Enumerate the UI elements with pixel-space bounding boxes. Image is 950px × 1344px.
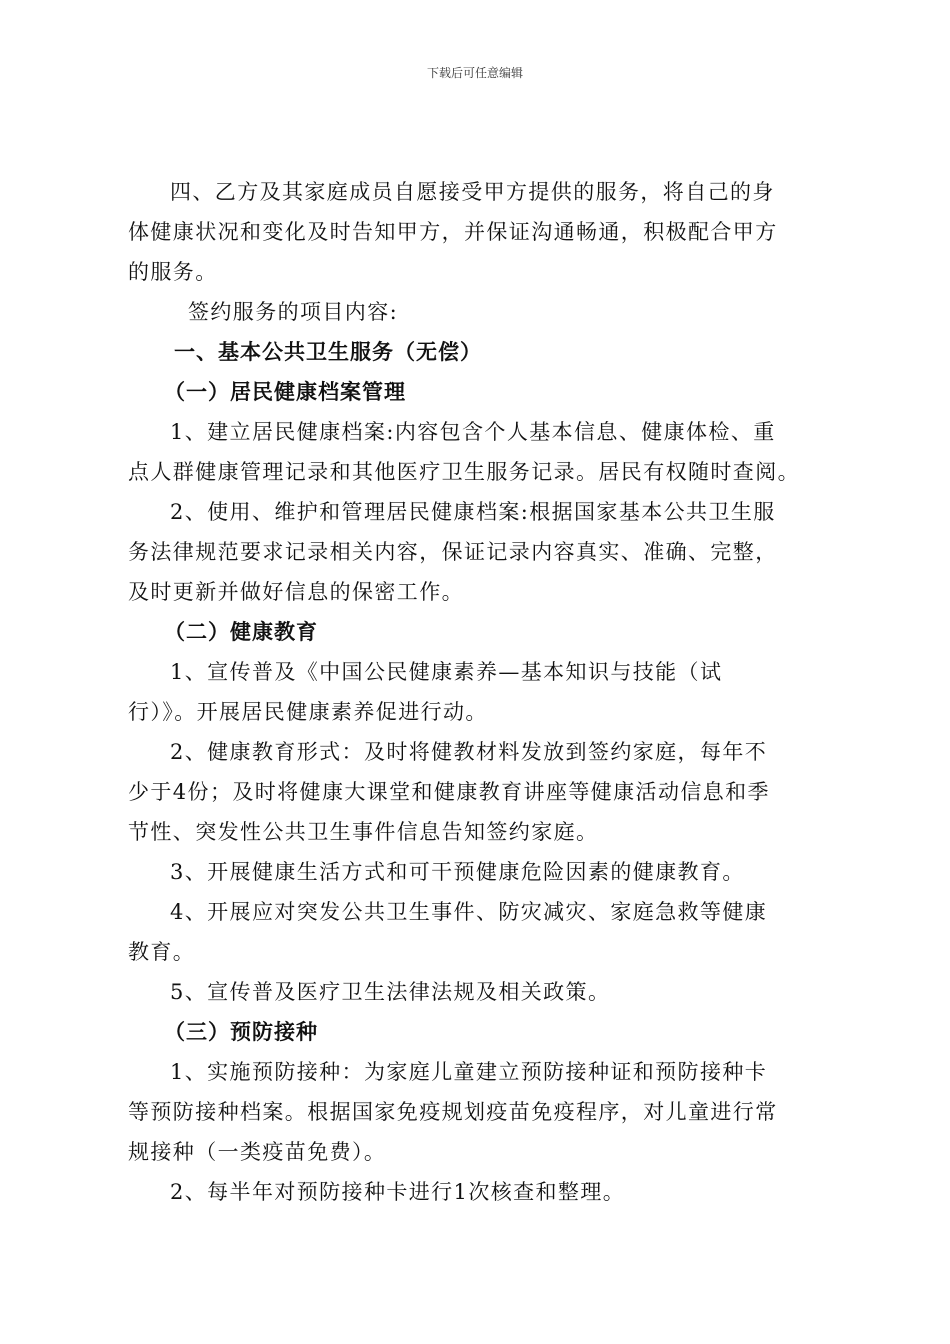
paragraph-line: 4、开展应对突发公共卫生事件、防灾减灾、家庭急救等健康: [170, 900, 768, 924]
document-body: [128, 172, 828, 1212]
paragraph-line: 规接种（一类疫苗免费）。: [128, 1140, 387, 1164]
paragraph-line: 教育。: [128, 940, 196, 964]
subsection-heading: （一）居民健康档案管理: [164, 379, 406, 404]
paragraph-line: 及时更新并做好信息的保密工作。: [128, 580, 464, 604]
paragraph-line: 行）》。开展居民健康素养促进行动。: [128, 700, 488, 724]
paragraph-line: 2、健康教育形式：及时将健教材料发放到签约家庭，每年不: [170, 740, 768, 764]
subsection-heading: （三）预防接种: [164, 1019, 318, 1044]
paragraph-line: 等预防接种档案。根据国家免疫规划疫苗免疫程序，对儿童进行常: [128, 1100, 778, 1124]
paragraph-line: 1、宣传普及《中国公民健康素养—基本知识与技能（试: [170, 660, 723, 684]
paragraph-line: 四、乙方及其家庭成员自愿接受甲方提供的服务，将自己的身: [170, 180, 775, 204]
paragraph-line: 2、每半年对预防接种卡进行1次核查和整理。: [170, 1180, 626, 1204]
paragraph-line: 3、开展健康生活方式和可干预健康危险因素的健康教育。: [170, 860, 745, 884]
paragraph-line: 务法律规范要求记录相关内容，保证记录内容真实、准确、完整，: [128, 540, 778, 564]
paragraph-line: 体健康状况和变化及时告知甲方，并保证沟通畅通，积极配合甲方: [128, 220, 778, 244]
paragraph-line: 少于4份；及时将健康大课堂和健康教育讲座等健康活动信息和季: [128, 780, 770, 804]
header-watermark: 下载后可任意编辑: [426, 66, 523, 80]
paragraph-line: 1、实施预防接种：为家庭儿童建立预防接种证和预防接种卡: [170, 1060, 768, 1084]
subsection-heading: （二）健康教育: [164, 619, 318, 644]
paragraph-line: 的服务。: [128, 260, 218, 284]
paragraph-line: 1、建立居民健康档案:内容包含个人基本信息、健康体检、重: [170, 420, 776, 444]
section-intro: 签约服务的项目内容:: [188, 300, 399, 324]
paragraph-line: 点人群健康管理记录和其他医疗卫生服务记录。居民有权随时查阅。: [128, 460, 800, 484]
paragraph-line: 节性、突发性公共卫生事件信息告知签约家庭。: [128, 820, 599, 844]
paragraph-line: 5、宣传普及医疗卫生法律法规及相关政策。: [170, 980, 611, 1004]
paragraph-line: 2、使用、维护和管理居民健康档案:根据国家基本公共卫生服: [170, 500, 776, 524]
section-heading: 一、基本公共卫生服务（无偿）: [174, 339, 482, 364]
